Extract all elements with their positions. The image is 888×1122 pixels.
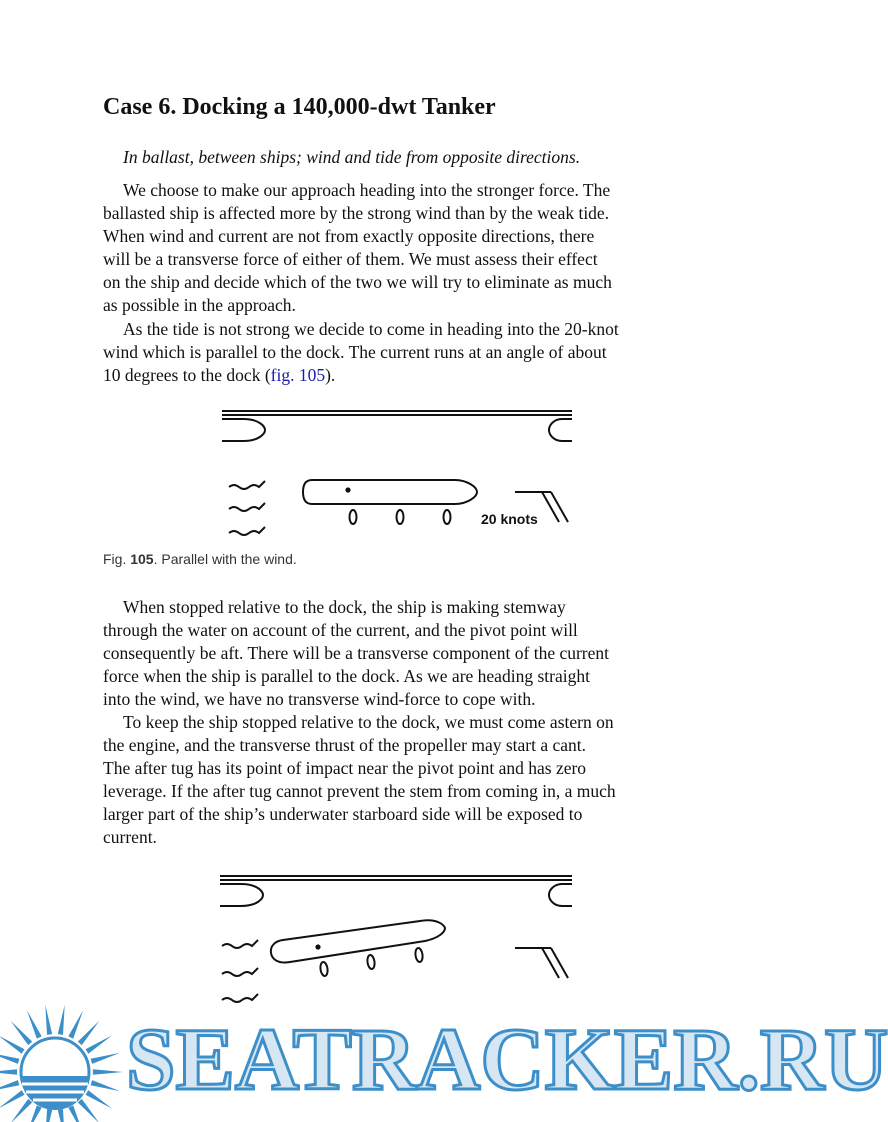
- paragraph-line: consequently be aft. There will be a transverse component of the current: [103, 643, 610, 663]
- sun-ray: [11, 1021, 33, 1046]
- current-arrow: [222, 968, 258, 976]
- paragraph-line: force when the ship is parallel to the dock. As we are heading straight: [103, 666, 590, 686]
- tug: [415, 948, 424, 963]
- sun-ray: [0, 1069, 17, 1074]
- wind-speed-label: 20 knots: [481, 511, 538, 527]
- paragraph-text: 10 degrees to the dock (: [103, 365, 271, 385]
- moored-ship-bow: [220, 884, 263, 906]
- sun-ray: [78, 1099, 100, 1122]
- paragraph-3: [103, 596, 703, 711]
- tug: [397, 510, 404, 524]
- paragraph-line: on the ship and decide which of the two we will try to eliminate as much: [103, 272, 612, 292]
- wind-arrow: [551, 948, 568, 978]
- sun-ray: [58, 1005, 65, 1035]
- case-subtitle: In ballast, between ships; wind and tide from opposite directions.: [123, 147, 581, 167]
- paragraph-line: The after tug has its point of impact near the pivot point and has zero: [103, 758, 587, 778]
- sun-ray: [68, 1010, 83, 1039]
- sun-ray: [0, 1080, 19, 1091]
- sun-ray: [27, 1010, 42, 1039]
- paragraph-line: the engine, and the transverse thrust of the propeller may start a cant.: [103, 735, 587, 755]
- paragraph-line: We choose to make our approach heading into the stronger force. The: [123, 180, 611, 200]
- sun-ray: [45, 1005, 52, 1035]
- watermark-text: SEATRACKER.RU: [126, 1011, 888, 1109]
- tanker-hull-canted: [271, 920, 445, 962]
- paragraph-line: will be a transverse force of either of them. We must assess their effect: [103, 249, 598, 269]
- sun-ray: [0, 1090, 25, 1109]
- paragraph-1: [103, 179, 703, 317]
- wind-arrow: [542, 948, 559, 978]
- paragraph-line: through the water on account of the current, and the pivot point will: [103, 620, 578, 640]
- sun-ray: [11, 1099, 33, 1122]
- paragraph-line: leverage. If the after tug cannot prevent the stem from coming in, a much: [103, 781, 616, 801]
- paragraph-4: [103, 711, 703, 849]
- sun-ray: [0, 1035, 25, 1054]
- paragraph-line: into the wind, we have no transverse wind-force to cope with.: [103, 689, 536, 709]
- moored-ship-stern: [549, 884, 572, 906]
- wind-arrow: [542, 492, 559, 522]
- current-arrow: [222, 940, 258, 948]
- tug: [444, 510, 451, 524]
- paragraph-line: as possible in the approach.: [103, 295, 296, 315]
- moored-ship-bow: [222, 419, 265, 441]
- sun-ray: [91, 1053, 121, 1064]
- tug: [320, 962, 329, 977]
- paragraph-line: When stopped relative to the dock, the ship is making stemway: [123, 597, 566, 617]
- caption-number: 105: [130, 551, 154, 567]
- sun-ray: [91, 1080, 121, 1091]
- moored-ship-stern: [549, 419, 572, 441]
- paragraph-2: [103, 318, 703, 387]
- case-heading: Case 6. Docking a 140,000-dwt Tanker: [103, 94, 496, 120]
- paragraph-line: ballasted ship is affected more by the strong wind than by the weak tide.: [103, 203, 610, 223]
- current-arrow: [229, 527, 265, 535]
- sun-ray: [93, 1069, 123, 1074]
- sun-ray: [27, 1105, 42, 1122]
- current-arrow: [222, 994, 258, 1002]
- sun-ray: [78, 1021, 100, 1046]
- sun-ray: [68, 1105, 83, 1122]
- figure-105-link[interactable]: fig. 105: [270, 365, 326, 385]
- paragraph-line: As the tide is not strong we decide to come in heading into the 20-knot: [123, 319, 619, 339]
- sun-ray: [86, 1090, 113, 1109]
- sun-ray: [58, 1109, 65, 1122]
- tanker-hull: [303, 480, 477, 504]
- paragraph-line: [103, 364, 703, 387]
- sun-ray: [86, 1035, 113, 1054]
- paragraph-line: When wind and current are not from exactly opposite directions, there: [103, 226, 595, 246]
- tug: [367, 955, 376, 970]
- tug: [350, 510, 357, 524]
- paragraph-line: To keep the ship stopped relative to the dock, we must come astern on: [123, 712, 614, 732]
- current-arrow: [229, 503, 265, 511]
- figure-105-diagram: [215, 405, 585, 535]
- pivot-point: [315, 944, 320, 949]
- sun-ray: [45, 1109, 52, 1122]
- paragraph-line: larger part of the ship’s underwater starboard side will be exposed to: [103, 804, 583, 824]
- current-arrow: [229, 481, 265, 489]
- caption-text: . Parallel with the wind.: [153, 551, 297, 567]
- pivot-point: [345, 487, 350, 492]
- paragraph-line: wind which is parallel to the dock. The current runs at an angle of about: [103, 342, 607, 362]
- figure-106-diagram: [215, 870, 585, 1005]
- caption-prefix: Fig.: [103, 551, 131, 567]
- paragraph-text: ).: [325, 365, 336, 385]
- paragraph-line: current.: [103, 827, 157, 847]
- figure-105-caption: [103, 551, 297, 567]
- wind-arrow: [551, 492, 568, 522]
- sun-ray: [0, 1053, 19, 1064]
